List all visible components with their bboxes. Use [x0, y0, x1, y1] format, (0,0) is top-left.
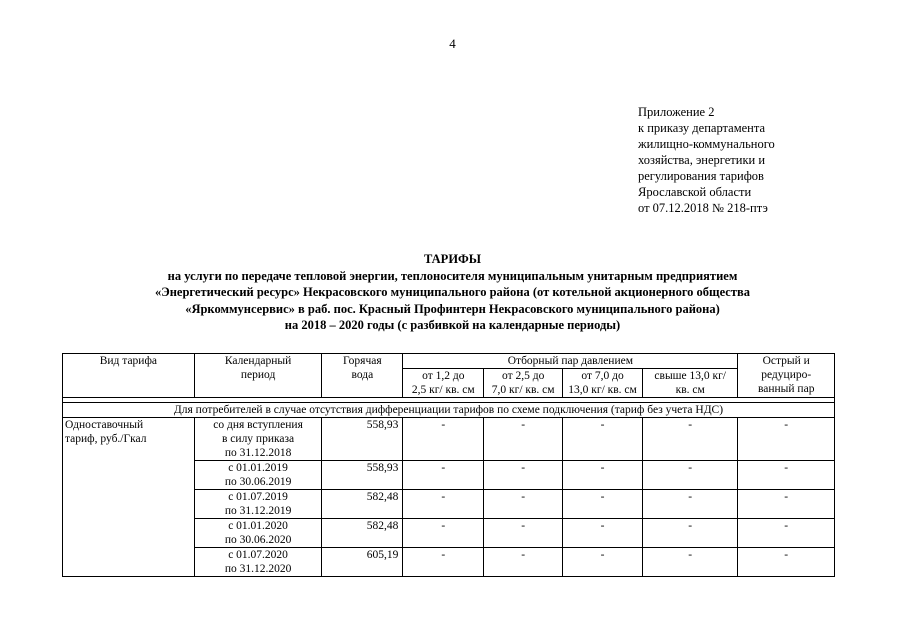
appendix-line: Ярославской области — [638, 185, 752, 199]
steam-cell: - — [484, 418, 563, 461]
reduced-steam-cell: - — [738, 418, 835, 461]
header-steam-col: свыше 13,0 кг/ кв. см — [642, 369, 737, 398]
title-line: на 2018 – 2020 годы (с разбивкой на календарные периоды) — [284, 318, 621, 332]
steam-cell: - — [563, 490, 643, 519]
title-line: «Яркоммунсервис» в раб. пос. Красный Профинтерн Некрасовского муниципального района) — [185, 301, 720, 316]
tariffs-table — [62, 353, 835, 577]
steam-cell: - — [642, 490, 737, 519]
reduced-steam-cell: - — [738, 461, 835, 490]
reduced-steam-cell: - — [738, 548, 835, 577]
section-row — [63, 403, 835, 418]
steam-cell: - — [563, 461, 643, 490]
appendix-line: от 07.12.2018 № 218-птэ — [638, 201, 768, 215]
period-cell: с 01.07.2020 по 31.12.2020 — [194, 548, 322, 577]
steam-cell: - — [563, 418, 643, 461]
header-steam-group: Отборный пар давлением — [403, 354, 738, 369]
table-row — [63, 418, 835, 461]
steam-cell: - — [403, 418, 484, 461]
title-line: «Энергетический ресурс» Некрасовского муниципального района (от котельной акционерного общества — [154, 285, 750, 299]
steam-cell: - — [642, 418, 737, 461]
appendix-line: регулирования тарифов — [638, 169, 764, 183]
appendix-block — [638, 104, 775, 216]
appendix-line: к приказу департамента — [638, 121, 766, 135]
steam-cell: - — [403, 461, 484, 490]
appendix-line: хозяйства, энергетики и — [638, 153, 766, 167]
hot-water-cell: 582,48 — [322, 490, 403, 519]
header-row — [63, 354, 835, 369]
appendix-line: жилищно-коммунального — [638, 137, 775, 151]
steam-cell: - — [403, 490, 484, 519]
header-steam-col: от 7,0 до 13,0 кг/ кв. см — [563, 369, 643, 398]
reduced-steam-cell: - — [738, 490, 835, 519]
header-hot-water: Горячая вода — [322, 354, 403, 398]
document-title — [0, 251, 905, 334]
period-cell: со дня вступления в силу приказа по 31.12.2018 — [194, 418, 322, 461]
page-number: 4 — [449, 36, 456, 51]
header-steam-col: от 2,5 до 7,0 кг/ кв. см — [484, 369, 563, 398]
reduced-steam-cell: - — [738, 519, 835, 548]
section-title: Для потребителей в случае отсутствия дифференциации тарифов по схеме подключения (тариф без учета НДС) — [63, 403, 835, 418]
header-reduced-steam: Острый и редуциро- ванный пар — [738, 354, 835, 398]
appendix-line: Приложение 2 — [638, 105, 715, 119]
steam-cell: - — [484, 461, 563, 490]
steam-cell: - — [484, 548, 563, 577]
steam-cell: - — [403, 548, 484, 577]
header-tariff-type: Вид тарифа — [63, 354, 195, 398]
hot-water-cell: 558,93 — [322, 461, 403, 490]
steam-cell: - — [563, 519, 643, 548]
steam-cell: - — [642, 519, 737, 548]
steam-cell: - — [484, 490, 563, 519]
steam-cell: - — [642, 461, 737, 490]
period-cell: с 01.07.2019 по 31.12.2019 — [194, 490, 322, 519]
hot-water-cell: 582,48 — [322, 519, 403, 548]
header-period: Календарный период — [194, 354, 322, 398]
steam-cell: - — [484, 519, 563, 548]
steam-cell: - — [563, 548, 643, 577]
header-steam-col: от 1,2 до 2,5 кг/ кв. см — [403, 369, 484, 398]
title-heading: ТАРИФЫ — [423, 252, 482, 266]
steam-cell: - — [642, 548, 737, 577]
period-cell: с 01.01.2019 по 30.06.2019 — [194, 461, 322, 490]
hot-water-cell: 558,93 — [322, 418, 403, 461]
tariff-name-cell: Одноставочный тариф, руб./Гкал — [63, 418, 195, 577]
period-cell: с 01.01.2020 по 30.06.2020 — [194, 519, 322, 548]
title-line: на услуги по передаче тепловой энергии, теплоносителя муниципальным унитарным предприятием — [167, 268, 738, 283]
steam-cell: - — [403, 519, 484, 548]
hot-water-cell: 605,19 — [322, 548, 403, 577]
